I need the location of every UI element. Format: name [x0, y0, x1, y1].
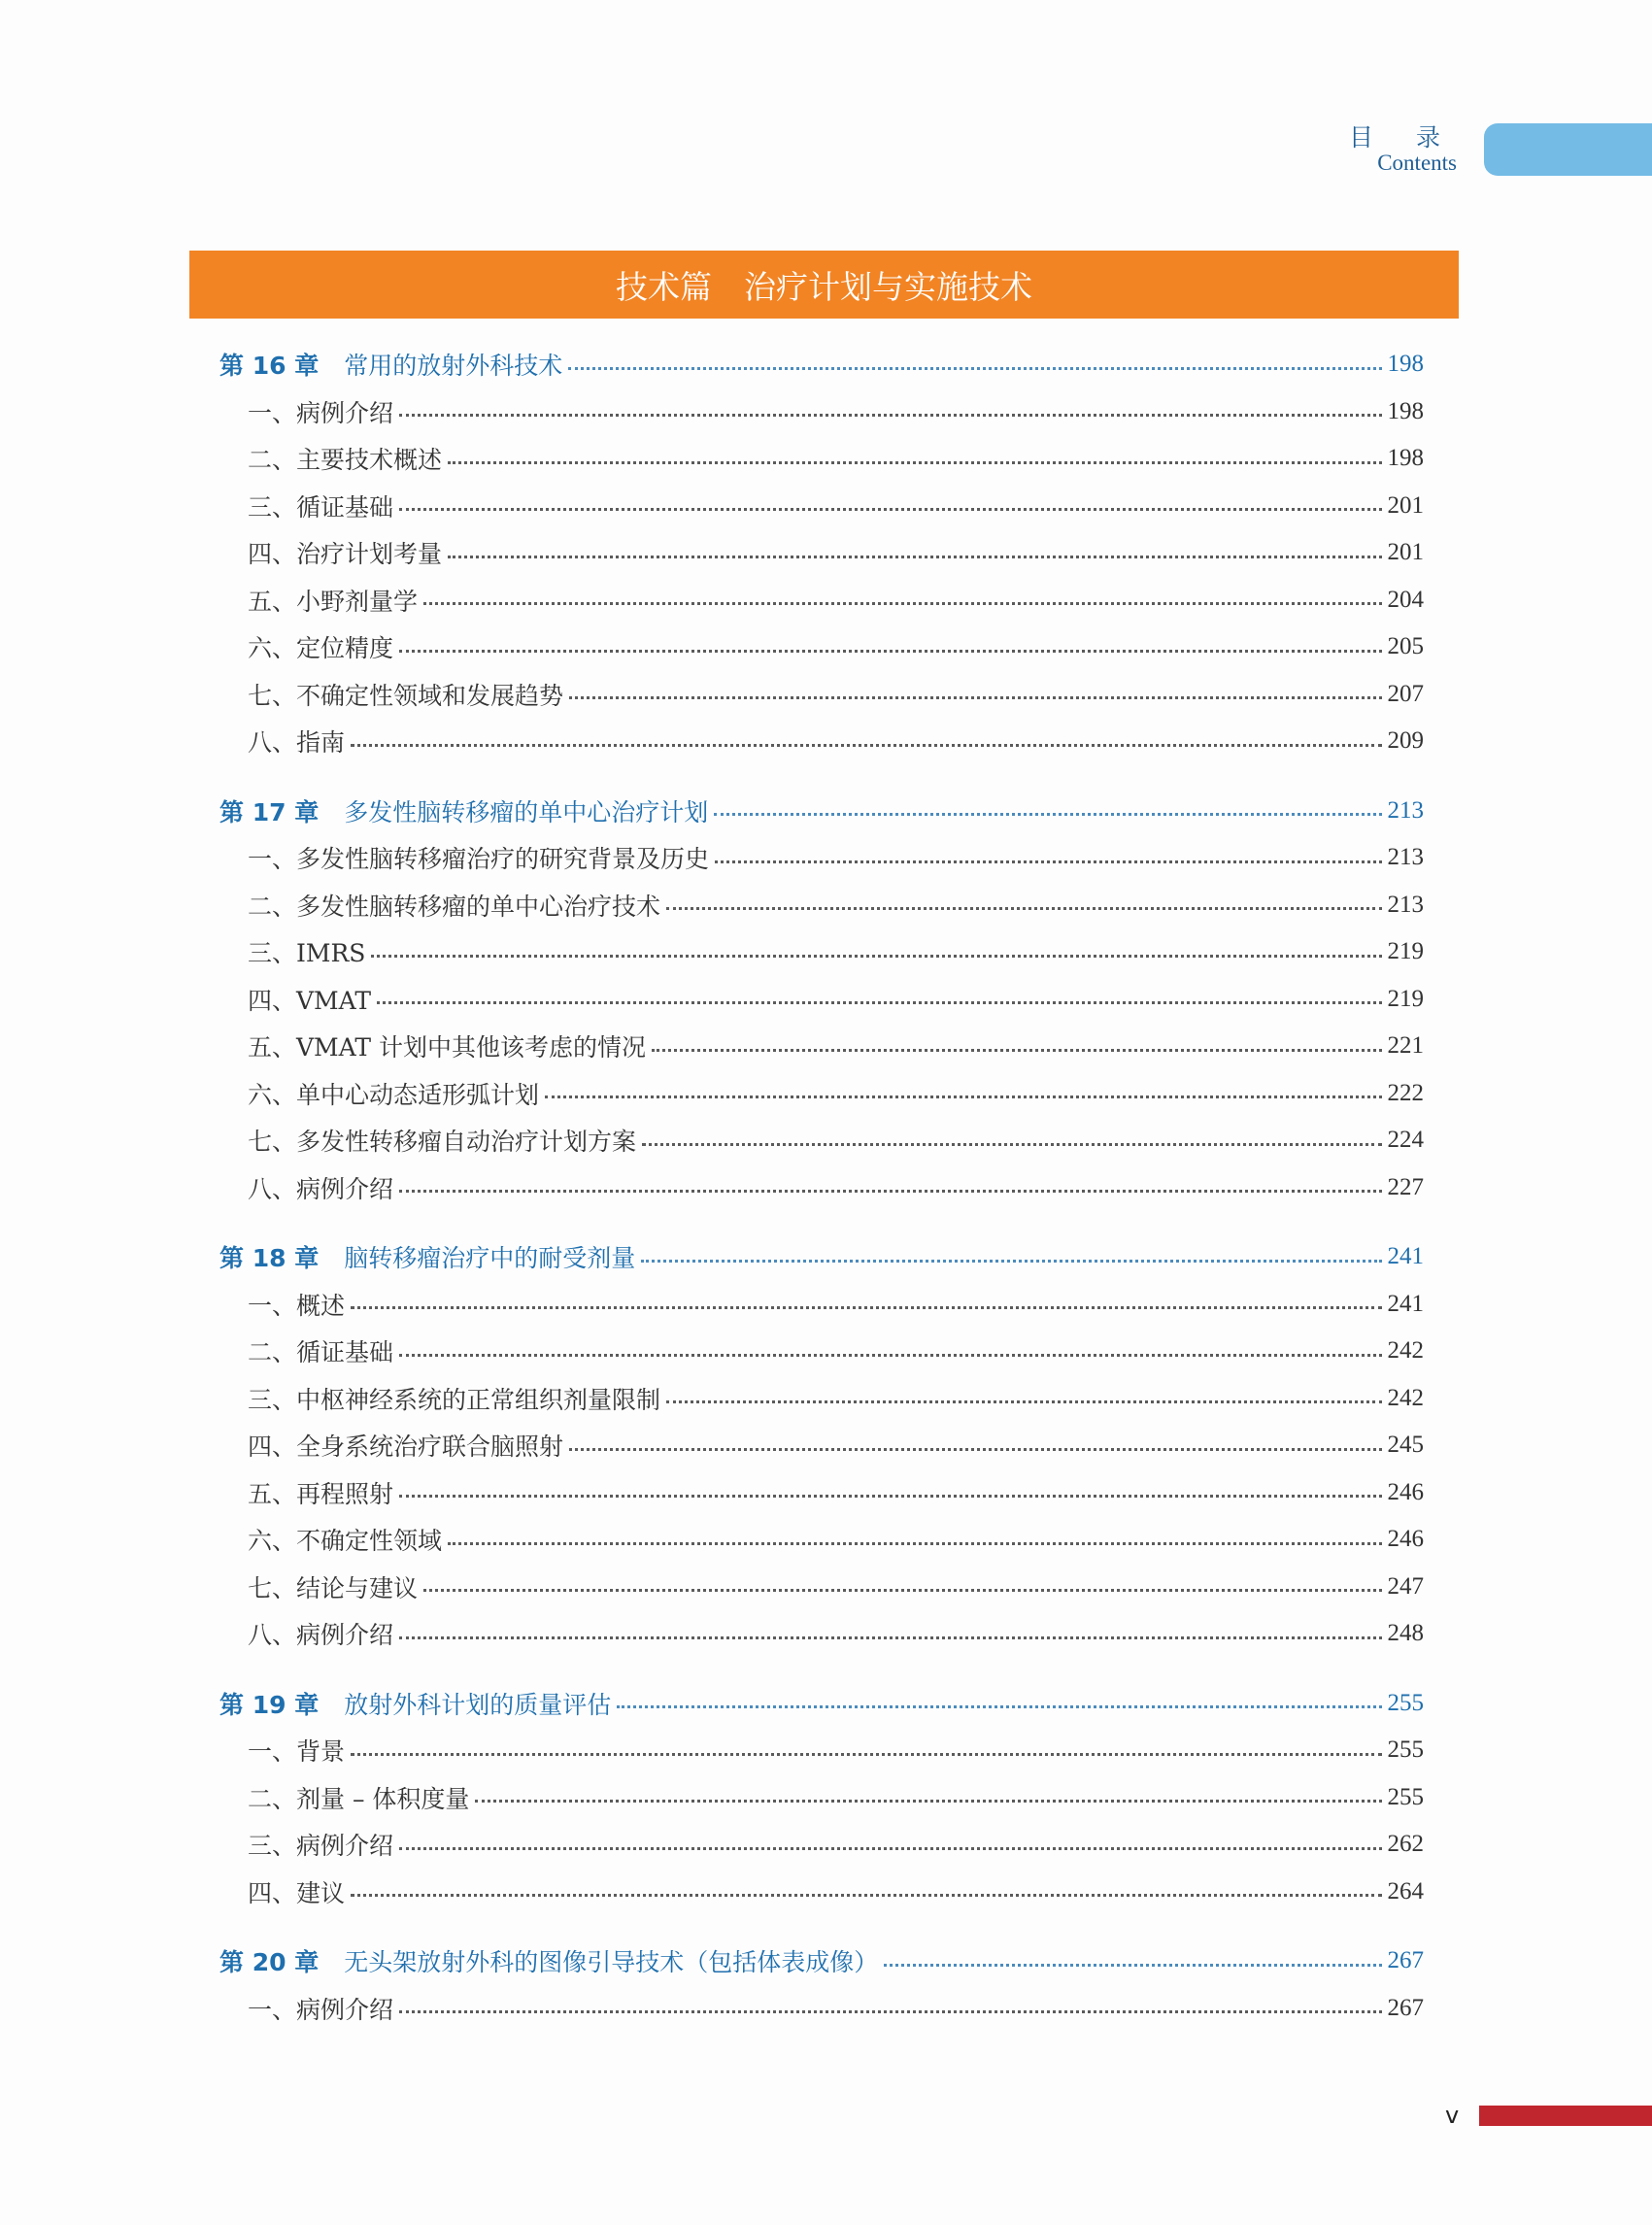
dot-leader	[399, 1636, 1381, 1639]
section-title: 三、病例介绍	[248, 1832, 394, 1861]
section-title: 三、IMRS	[248, 939, 366, 968]
chapter-number: 第 17 章	[219, 797, 320, 826]
toc-section-entry[interactable]	[219, 1070, 1424, 1118]
toc-section-entry[interactable]	[219, 1328, 1424, 1375]
toc-section-entry[interactable]	[219, 834, 1424, 882]
chapter-title: 放射外科计划的质量评估	[344, 1690, 612, 1719]
toc-section-entry[interactable]	[219, 1117, 1424, 1164]
dot-leader	[545, 1096, 1381, 1098]
toc-chapter-entry[interactable]	[219, 1680, 1424, 1728]
section-page: 221	[1387, 1032, 1424, 1060]
toc-section-entry[interactable]	[219, 435, 1424, 483]
dot-leader	[351, 1306, 1381, 1309]
section-title: 三、循证基础	[248, 492, 394, 522]
section-page: 222	[1387, 1079, 1424, 1106]
chapter-title: 常用的放射外科技术	[344, 352, 563, 381]
chapter-number: 第 18 章	[219, 1244, 320, 1273]
dot-leader	[351, 744, 1381, 747]
dot-leader	[652, 1049, 1382, 1052]
dot-leader	[399, 414, 1381, 417]
chapter-page: 267	[1387, 1947, 1424, 1974]
toc-section-entry[interactable]	[219, 1821, 1424, 1869]
section-page: 267	[1387, 1994, 1424, 2021]
dot-leader	[568, 367, 1381, 370]
section-page: 219	[1387, 938, 1424, 965]
chapter-page: 213	[1387, 796, 1424, 824]
toc-chapter-entry[interactable]	[219, 1938, 1424, 1985]
dot-leader	[569, 1448, 1381, 1451]
section-title: 六、定位精度	[248, 634, 394, 663]
section-page: 207	[1387, 680, 1424, 707]
header-title-cn: 目 录	[1349, 123, 1458, 152]
dot-leader	[371, 955, 1381, 958]
section-title: 六、单中心动态适形弧计划	[248, 1080, 540, 1109]
chapter-title: 无头架放射外科的图像引导技术（包括体表成像）	[344, 1948, 879, 1977]
toc-section-entry[interactable]	[219, 1516, 1424, 1564]
dot-leader	[399, 1847, 1381, 1850]
section-page: 255	[1387, 1783, 1424, 1810]
section-page: 248	[1387, 1620, 1424, 1647]
chapter-number: 第 16 章	[219, 352, 320, 381]
page-number: v	[1445, 2102, 1460, 2129]
section-title: 三、中枢神经系统的正常组织剂量限制	[248, 1385, 661, 1414]
section-page: 201	[1387, 491, 1424, 519]
toc-section-entry[interactable]	[219, 1469, 1424, 1517]
toc-chapter-entry[interactable]	[219, 1233, 1424, 1281]
dot-leader	[666, 1400, 1381, 1403]
toc-section-entry[interactable]	[219, 718, 1424, 765]
section-title: 七、结论与建议	[248, 1573, 419, 1602]
toc-section-entry[interactable]	[219, 1985, 1424, 2033]
chapter-page: 255	[1387, 1689, 1424, 1716]
section-title: 一、多发性脑转移瘤治疗的研究背景及历史	[248, 845, 710, 874]
dot-leader	[399, 508, 1381, 511]
section-page: 205	[1387, 633, 1424, 660]
section-page: 264	[1387, 1877, 1424, 1905]
dot-leader	[642, 1143, 1381, 1146]
dot-leader	[448, 461, 1381, 464]
section-page: 242	[1387, 1384, 1424, 1411]
section-tab	[1484, 123, 1652, 176]
dot-leader	[641, 1260, 1381, 1263]
toc-section-entry[interactable]	[219, 529, 1424, 577]
section-title: 四、治疗计划考量	[248, 540, 443, 569]
toc-section-entry[interactable]	[219, 1869, 1424, 1916]
section-page: 227	[1387, 1173, 1424, 1200]
section-title: 五、小野剂量学	[248, 587, 419, 616]
section-title: 五、VMAT 计划中其他该考虑的情况	[248, 1033, 646, 1062]
section-page: 213	[1387, 891, 1424, 918]
section-page: 201	[1387, 539, 1424, 566]
section-page: 245	[1387, 1432, 1424, 1459]
section-page: 246	[1387, 1526, 1424, 1553]
toc-section-entry[interactable]	[219, 1422, 1424, 1469]
dot-leader	[448, 1542, 1381, 1545]
table-of-contents	[219, 341, 1424, 2032]
toc-section-entry[interactable]	[219, 671, 1424, 719]
dot-leader	[399, 2010, 1381, 2013]
chapter-page: 198	[1387, 351, 1424, 378]
section-title: 四、全身系统治疗联合脑照射	[248, 1433, 564, 1462]
section-page: 255	[1387, 1736, 1424, 1764]
chapter-title: 多发性脑转移瘤的单中心治疗计划	[344, 797, 709, 826]
dot-leader	[448, 556, 1381, 558]
section-title: 六、不确定性领域	[248, 1527, 443, 1556]
dot-leader	[475, 1800, 1381, 1803]
header-title-en: Contents	[1377, 151, 1457, 175]
toc-chapter-entry[interactable]	[219, 788, 1424, 835]
section-title: 四、建议	[248, 1878, 346, 1907]
section-page: 198	[1387, 445, 1424, 472]
section-page: 219	[1387, 985, 1424, 1012]
chapter-page: 241	[1387, 1243, 1424, 1270]
toc-section-entry[interactable]	[219, 882, 1424, 929]
section-page: 262	[1387, 1831, 1424, 1858]
section-page: 247	[1387, 1572, 1424, 1600]
toc-section-entry[interactable]	[219, 483, 1424, 530]
part-banner: 技术篇 治疗计划与实施技术	[189, 251, 1459, 319]
section-title: 二、剂量 – 体积度量	[248, 1784, 470, 1813]
chapter-title: 脑转移瘤治疗中的耐受剂量	[344, 1244, 636, 1273]
toc-section-entry[interactable]	[219, 624, 1424, 671]
chapter-number: 第 20 章	[219, 1948, 320, 1977]
toc-section-entry[interactable]	[219, 577, 1424, 624]
dot-leader	[569, 696, 1381, 699]
section-title: 八、病例介绍	[248, 1174, 394, 1203]
section-title: 八、病例介绍	[248, 1621, 394, 1650]
toc-section-entry[interactable]	[219, 388, 1424, 436]
dot-leader	[377, 1001, 1381, 1004]
dot-leader	[884, 1964, 1381, 1967]
section-title: 一、病例介绍	[248, 1995, 394, 2024]
dot-leader	[715, 860, 1381, 863]
toc-section-entry[interactable]	[219, 1281, 1424, 1329]
section-page: 224	[1387, 1127, 1424, 1154]
toc-section-entry[interactable]	[219, 976, 1424, 1024]
toc-section-entry[interactable]	[219, 1774, 1424, 1822]
toc-chapter-entry[interactable]	[219, 341, 1424, 388]
section-title: 一、概述	[248, 1291, 346, 1320]
section-title: 七、不确定性领域和发展趋势	[248, 681, 564, 710]
dot-leader	[351, 1894, 1381, 1897]
toc-section-entry[interactable]	[219, 928, 1424, 976]
section-title: 四、VMAT	[248, 986, 372, 1015]
dot-leader	[351, 1753, 1381, 1756]
section-title: 七、多发性转移瘤自动治疗计划方案	[248, 1128, 637, 1157]
toc-section-entry[interactable]	[219, 1727, 1424, 1774]
dot-leader	[714, 813, 1381, 816]
section-title: 八、指南	[248, 728, 346, 758]
section-title: 一、背景	[248, 1737, 346, 1767]
section-title: 五、再程照射	[248, 1479, 394, 1508]
dot-leader	[423, 602, 1381, 605]
section-page: 242	[1387, 1337, 1424, 1365]
section-page: 204	[1387, 586, 1424, 613]
dot-leader	[399, 1190, 1381, 1193]
dot-leader	[399, 1495, 1381, 1498]
toc-section-entry[interactable]	[219, 1564, 1424, 1611]
section-page: 213	[1387, 844, 1424, 871]
chapter-number: 第 19 章	[219, 1690, 320, 1719]
section-title: 一、病例介绍	[248, 398, 394, 427]
section-page: 246	[1387, 1478, 1424, 1505]
dot-leader	[399, 650, 1381, 653]
toc-section-entry[interactable]	[219, 1610, 1424, 1658]
section-title: 二、主要技术概述	[248, 446, 443, 475]
section-page: 241	[1387, 1290, 1424, 1317]
toc-section-entry[interactable]	[219, 1023, 1424, 1070]
section-title: 二、循证基础	[248, 1338, 394, 1367]
dot-leader	[399, 1354, 1381, 1357]
footer-bar	[1479, 2106, 1652, 2126]
section-page: 209	[1387, 727, 1424, 755]
dot-leader	[666, 907, 1381, 910]
dot-leader	[423, 1589, 1381, 1592]
section-title: 二、多发性脑转移瘤的单中心治疗技术	[248, 892, 661, 921]
section-page: 198	[1387, 397, 1424, 424]
dot-leader	[617, 1705, 1381, 1708]
toc-section-entry[interactable]	[219, 1375, 1424, 1423]
toc-section-entry[interactable]	[219, 1164, 1424, 1212]
